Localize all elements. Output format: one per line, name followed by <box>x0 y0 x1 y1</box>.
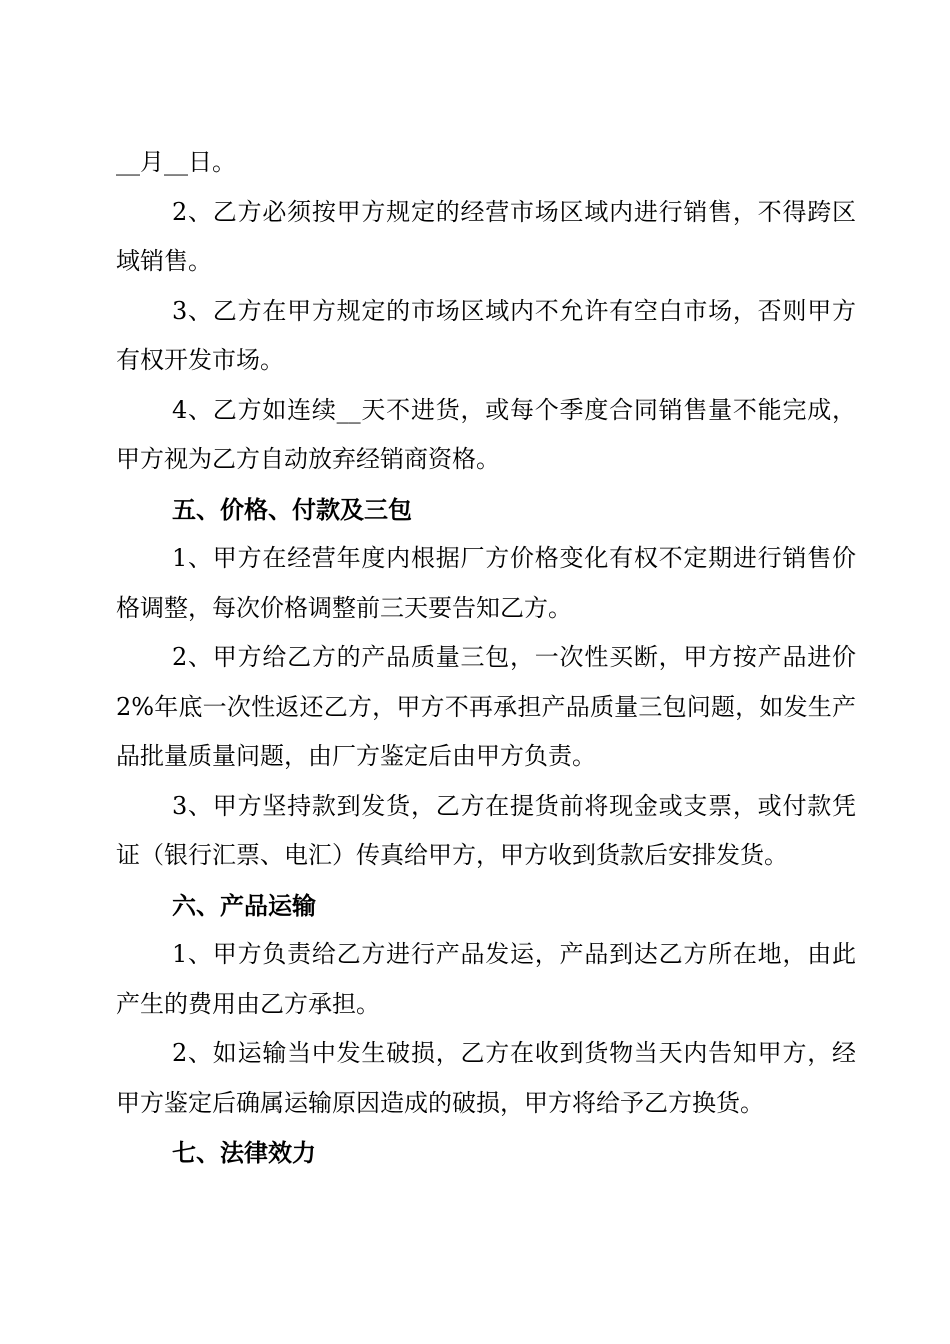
section-heading-transport: 六、产品运输 <box>172 890 316 920</box>
paragraph-clause-4-3: 3、乙方在甲方规定的市场区域内不允许有空白市场，否则甲方有权开发市场。 <box>116 296 856 374</box>
document-body <box>116 138 856 1178</box>
section-heading-price-payment: 五、价格、付款及三包 <box>172 494 412 524</box>
section-heading-legal-effect: 七、法律效力 <box>172 1138 316 1167</box>
paragraph-clause-4-4: 4、乙方如连续__天不进货，或每个季度合同销售量不能完成，甲方视为乙方自动放弃经销商资格。 <box>116 395 856 473</box>
paragraph-clause-4-2: 2、乙方必须按甲方规定的经营市场区域内进行销售，不得跨区域销售。 <box>116 197 856 275</box>
paragraph-clause-6-2: 2、如运输当中发生破损，乙方在收到货物当天内告知甲方，经甲方鉴定后确属运输原因造成的破损，甲方将给予乙方换货。 <box>116 1039 856 1117</box>
paragraph-clause-5-3: 3、甲方坚持款到发货，乙方在提货前将现金或支票，或付款凭证（银行汇票、电汇）传真给甲方，甲方收到货款后安排发货。 <box>116 791 856 869</box>
paragraph-clause-6-1: 1、甲方负责给乙方进行产品发运，产品到达乙方所在地，由此产生的费用由乙方承担。 <box>116 940 856 1018</box>
paragraph-clause-5-2: 2、甲方给乙方的产品质量三包，一次性买断，甲方按产品进价2%年底一次性返还乙方，甲方不再承担产品质量三包问题，如发生产品批量质量问题，由厂方鉴定后由甲方负责。 <box>116 643 856 770</box>
paragraph-date-fragment: __月__日。 <box>116 148 236 176</box>
paragraph-clause-5-1: 1、甲方在经营年度内根据厂方价格变化有权不定期进行销售价格调整，每次价格调整前三天要告知乙方。 <box>116 544 856 622</box>
